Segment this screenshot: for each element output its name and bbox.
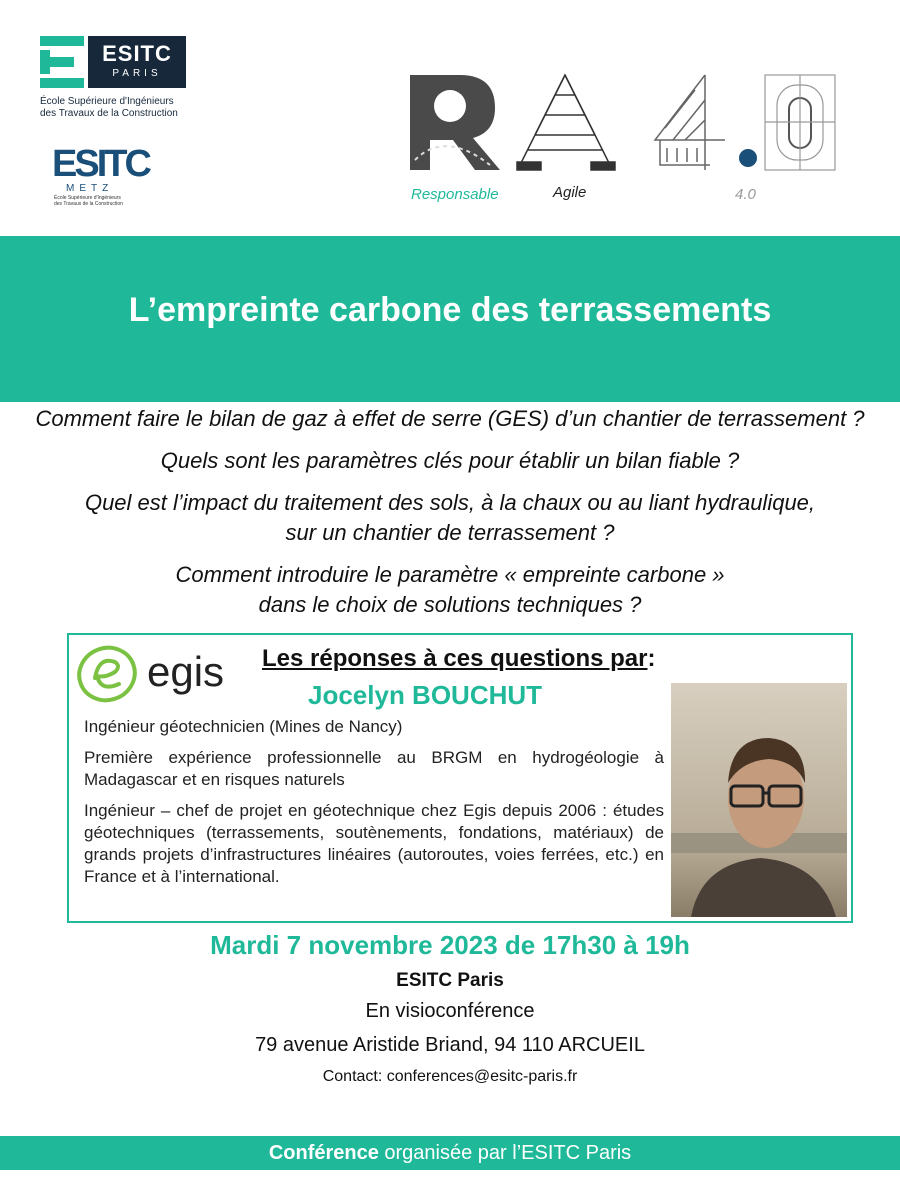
event-venue: ESITC Paris <box>396 970 504 991</box>
esitc-metz-logo: ESITC METZ École Supérieure d'Ingénieurs des Travaux de la Construction <box>52 145 152 220</box>
bio-line: Ingénieur – chef de projet en géotechnique chez Egis depuis 2006 : études géotechniques (terrassements, soutènements, fondations, matériaux) de grands projets d’infrastructures linéaires (autoroutes, voies ferrées, etc.) en France et à l’international. <box>84 801 664 886</box>
number-4-truss-icon <box>655 75 725 170</box>
ra-caption-40: 4.0 <box>735 186 756 203</box>
event-address: 79 avenue Aristide Briand, 94 110 ARCUEIL <box>255 1034 645 1056</box>
speaker-photo <box>671 683 847 917</box>
bio-line: Première expérience professionnelle au BRGM en hydrogéologie à Madagascar et en risques naturels <box>84 748 664 789</box>
event-contact: Contact: conferences@esitc-paris.fr <box>322 1068 578 1085</box>
question-1: Comment faire le bilan de gaz à effet de serre (GES) d’un chantier de terrassement ? <box>35 406 865 431</box>
egis-wordmark: egis <box>147 648 225 695</box>
ra40-graphic <box>405 70 845 203</box>
ra-caption-agile: Agile <box>553 184 587 201</box>
esitc-metz-wordmark: ESITC <box>52 143 149 185</box>
letter-r-road-icon <box>410 75 500 170</box>
speaker-portrait-icon <box>671 683 847 917</box>
event-mode: En visioconférence <box>365 1000 535 1022</box>
question-2: Quels sont les paramètres clés pour établir un bilan fiable ? <box>160 448 740 473</box>
letter-a-crane-icon <box>517 75 615 170</box>
esitc-e-mark-icon <box>40 36 84 88</box>
esitc-paris-logo <box>40 36 200 126</box>
answers-heading: Les réponses à ces questions par: <box>262 645 656 672</box>
esitc-paris-wordmark: ESITC PARIS <box>88 36 186 88</box>
question-4: Comment introduire le paramètre « empreinte carbone » dans le choix de solutions techniques ? <box>175 562 725 617</box>
number-0-blueprint-icon <box>765 75 835 170</box>
ra-caption-responsable: Responsable <box>411 186 499 203</box>
bio-line: Ingénieur géotechnicien (Mines de Nancy) <box>84 717 403 736</box>
question-3: Quel est l’impact du traitement des sols, à la chaux ou au liant hydraulique, sur un chantier de terrassement ? <box>84 490 816 545</box>
page-title: L’empreinte carbone des terrassements <box>128 291 772 329</box>
speaker-name: Jocelyn BOUCHUT <box>308 680 543 710</box>
questions-block <box>0 404 900 632</box>
ra40-letters-icon <box>405 70 845 180</box>
decimal-dot-icon <box>739 149 757 167</box>
footer-banner: Conférence organisée par l’ESITC Paris <box>0 1136 900 1170</box>
event-date: Mardi 7 novembre 2023 de 17h30 à 19h <box>210 930 690 960</box>
title-banner <box>0 236 900 402</box>
egis-e-mark-icon <box>75 642 139 706</box>
egis-logo <box>75 642 235 706</box>
esitc-paris-subtitle: École Supérieure d'Ingénieurs des Travaux de la Construction <box>40 96 178 119</box>
speaker-bio <box>84 716 664 897</box>
